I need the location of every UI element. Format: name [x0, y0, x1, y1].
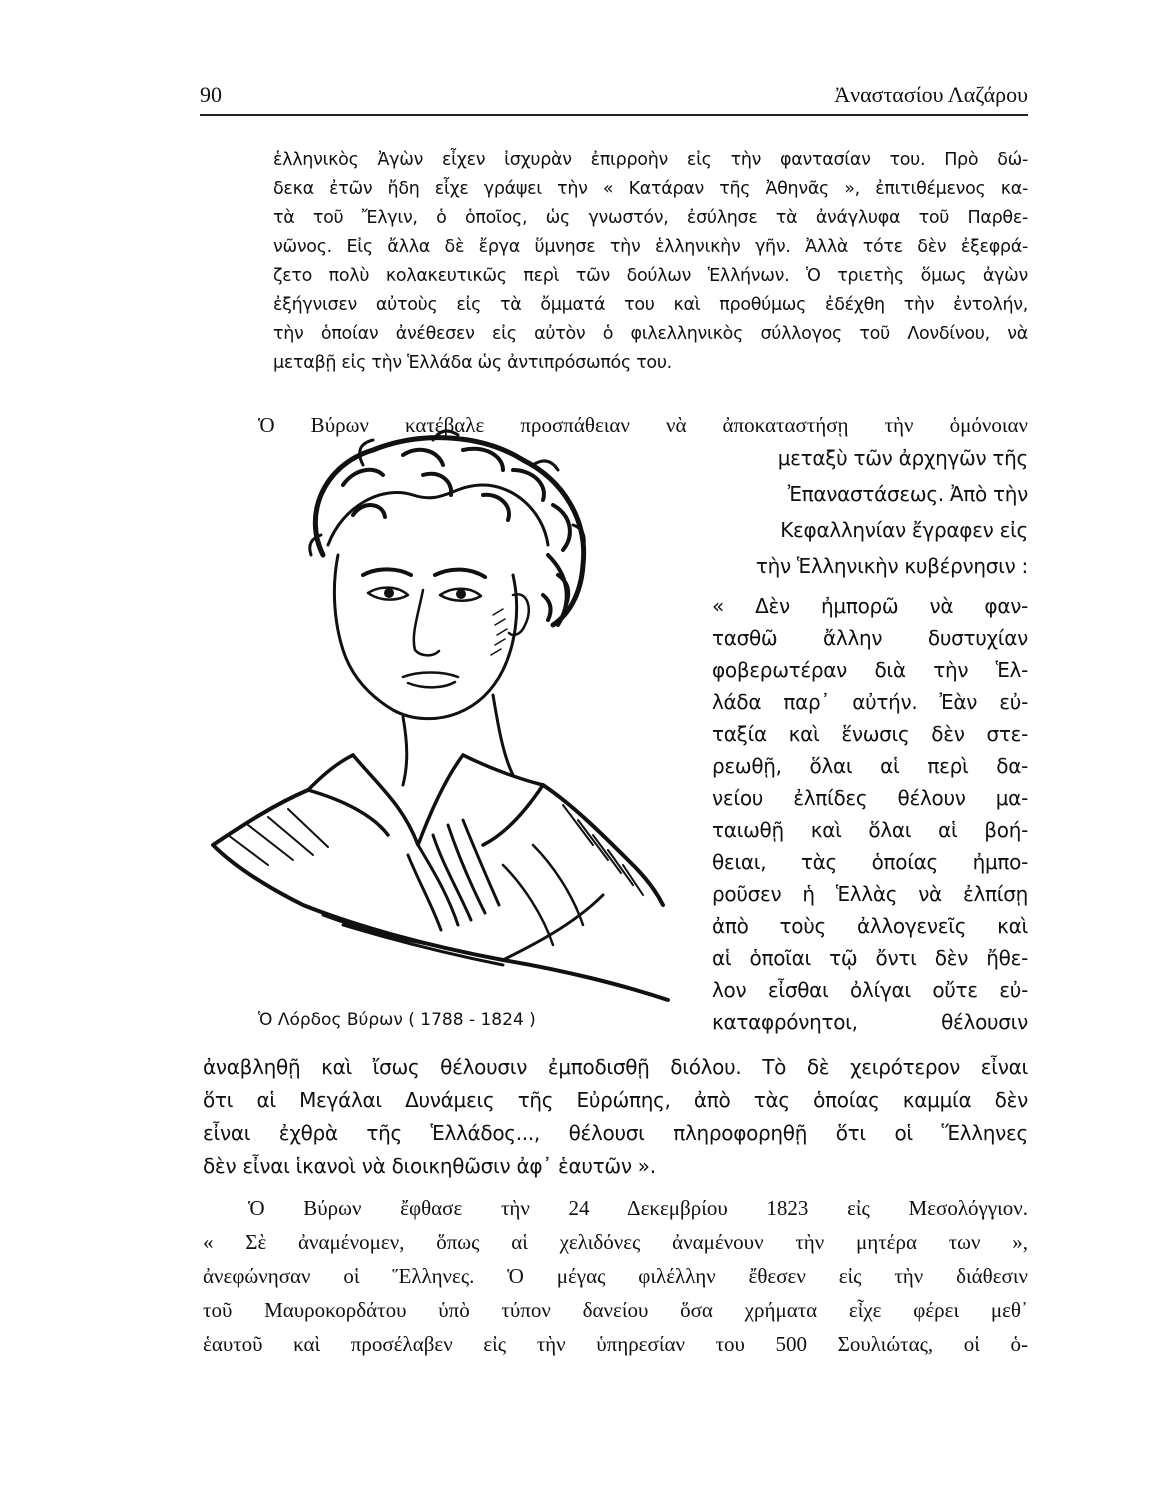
- text-line: ὅτι αἱ Μεγάλαι Δυνάμεις τῆς Εὐρώπης, ἀπὸ τὰς ὁποίας καμμία δὲν: [203, 1088, 1028, 1112]
- text-line: νῶνος. Εἰς ἄλλα δὲ ἔργα ὕμνησε τὴν ἑλληνικὴν γῆν. Ἀλλὰ τότε δὲν ἐξεφρά-: [273, 237, 1028, 257]
- text-line: ἀναβληθῇ καὶ ἴσως θέλουσιν ἐμποδισθῇ διόλου. Τὸ δὲ χειρότερον εἶναι: [203, 1055, 1028, 1079]
- text-line: λον εἶσθαι ὀλίγαι οὔτε εὐ-: [712, 978, 1028, 1002]
- text-line: δεκα ἐτῶν ἤδη εἶχε γράψει τὴν « Κατάραν τῆς Ἀθηνᾶς », ἐπιτιθέμενος κα-: [273, 179, 1028, 199]
- text-line: αἱ ὁποῖαι τῷ ὄντι δὲν ἤθε-: [712, 946, 1028, 970]
- portrait-illustration: [203, 425, 673, 1005]
- text-line: ἀπὸ τοὺς ἀλλογενεῖς καὶ: [712, 914, 1028, 938]
- page-header: [200, 78, 1028, 116]
- text-line: τὰ τοῦ Ἔλγιν, ὁ ὁποῖος, ὡς γνωστόν, ἐσύλησε τὰ ἀνάγλυφα τοῦ Παρθε-: [273, 208, 1028, 228]
- text-line: Κεφαλληνίαν ἔγραφεν εἰς: [780, 518, 1028, 542]
- text-line: ρεωθῇ, ὅλαι αἱ περὶ δα-: [712, 754, 1028, 778]
- text-line: ἑαυτοῦ καὶ προσέλαβεν εἰς τὴν ὑπηρεσίαν του 500 Σουλιώτας, οἱ ὁ-: [203, 1332, 1028, 1356]
- text-line: λάδα παρ᾽ αὐτήν. Ἐὰν εὐ-: [712, 690, 1028, 714]
- text-line: ἑλληνικὸς Ἀγὼν εἶχεν ἰσχυρὰν ἐπιρροὴν εἰς τὴν φαντασίαν του. Πρὸ δώ-: [273, 150, 1028, 170]
- text-line: τὴν Ἑλληνικὴν κυβέρνησιν :: [755, 554, 1028, 578]
- text-line: Ὁ Βύρων ἔφθασε τὴν 24 Δεκεμβρίου 1823 εἰς Μεσολόγγιον.: [248, 1196, 1028, 1220]
- portrait-caption: Ὁ Λόρδος Βύρων ( 1788 - 1824 ): [258, 1010, 536, 1030]
- text-line: καταφρόνητοι, θέλουσιν: [712, 1010, 1028, 1034]
- text-line: Ἐπαναστάσεως. Ἀπὸ τὴν: [787, 482, 1028, 506]
- text-line: ροῦσεν ἡ Ἑλλὰς νὰ ἐλπίσῃ: [712, 882, 1028, 906]
- text-line: μεταξὺ τῶν ἀρχηγῶν τῆς: [777, 446, 1028, 470]
- text-line: μεταβῇ εἰς τὴν Ἑλλάδα ὡς ἀντιπρόσωπός του.: [273, 353, 672, 373]
- text-line: θειαι, τὰς ὁποίας ἠμπο-: [712, 850, 1028, 874]
- text-line: « Δὲν ἠμπορῶ νὰ φαν-: [712, 594, 1028, 618]
- text-line: τὴν ὁποίαν ἀνέθεσεν εἰς αὐτὸν ὁ φιλελληνικὸς σύλλογος τοῦ Λονδίνου, νὰ: [273, 324, 1028, 344]
- text-line: ταιωθῇ καὶ ὅλαι αἱ βοή-: [712, 818, 1028, 842]
- text-line: δὲν εἶναι ἱκανοὶ νὰ διοικηθῶσιν ἀφ᾽ ἑαυτῶν ».: [203, 1154, 656, 1178]
- text-line: φοβερωτέραν διὰ τὴν Ἑλ-: [712, 658, 1028, 682]
- text-line: « Σὲ ἀναμένομεν, ὅπως αἱ χελιδόνες ἀναμένουν τὴν μητέρα των »,: [203, 1230, 1028, 1254]
- text-line: τασθῶ ἄλλην δυστυχίαν: [712, 626, 1028, 650]
- text-line: τοῦ Μαυροκορδάτου ὑπὸ τύπον δανείου ὅσα χρήματα εἶχε φέρει μεθ᾽: [203, 1298, 1028, 1322]
- text-line: ἀνεφώνησαν οἱ Ἕλληνες. Ὁ μέγας φιλέλλην ἔθεσεν εἰς τὴν διάθεσιν: [203, 1264, 1028, 1288]
- text-line: Ὁ Βύρων κατέβαλε προσπάθειαν νὰ ἀποκαταστήσῃ τὴν ὁμόνοιαν: [258, 413, 1028, 437]
- text-line: ζετο πολὺ κολακευτικῶς περὶ τῶν δούλων Ἑλλήνων. Ὁ τριετὴς ὅμως ἀγὼν: [273, 266, 1028, 286]
- text-line: εἶναι ἐχθρὰ τῆς Ἑλλάδος..., θέλουσι πληροφορηθῇ ὅτι οἱ Ἕλληνες: [203, 1121, 1028, 1145]
- page-number: 90: [200, 82, 222, 107]
- running-head: Ἀναστασίου Λαζάρου: [834, 82, 1028, 107]
- text-line: ἐξήγνισεν αὐτοὺς εἰς τὰ ὄμματά του καὶ προθύμως ἐδέχθη τὴν ἐντολήν,: [273, 295, 1028, 315]
- text-line: νείου ἐλπίδες θέλουν μα-: [712, 786, 1028, 810]
- text-line: ταξία καὶ ἕνωσις δὲν στε-: [712, 722, 1028, 746]
